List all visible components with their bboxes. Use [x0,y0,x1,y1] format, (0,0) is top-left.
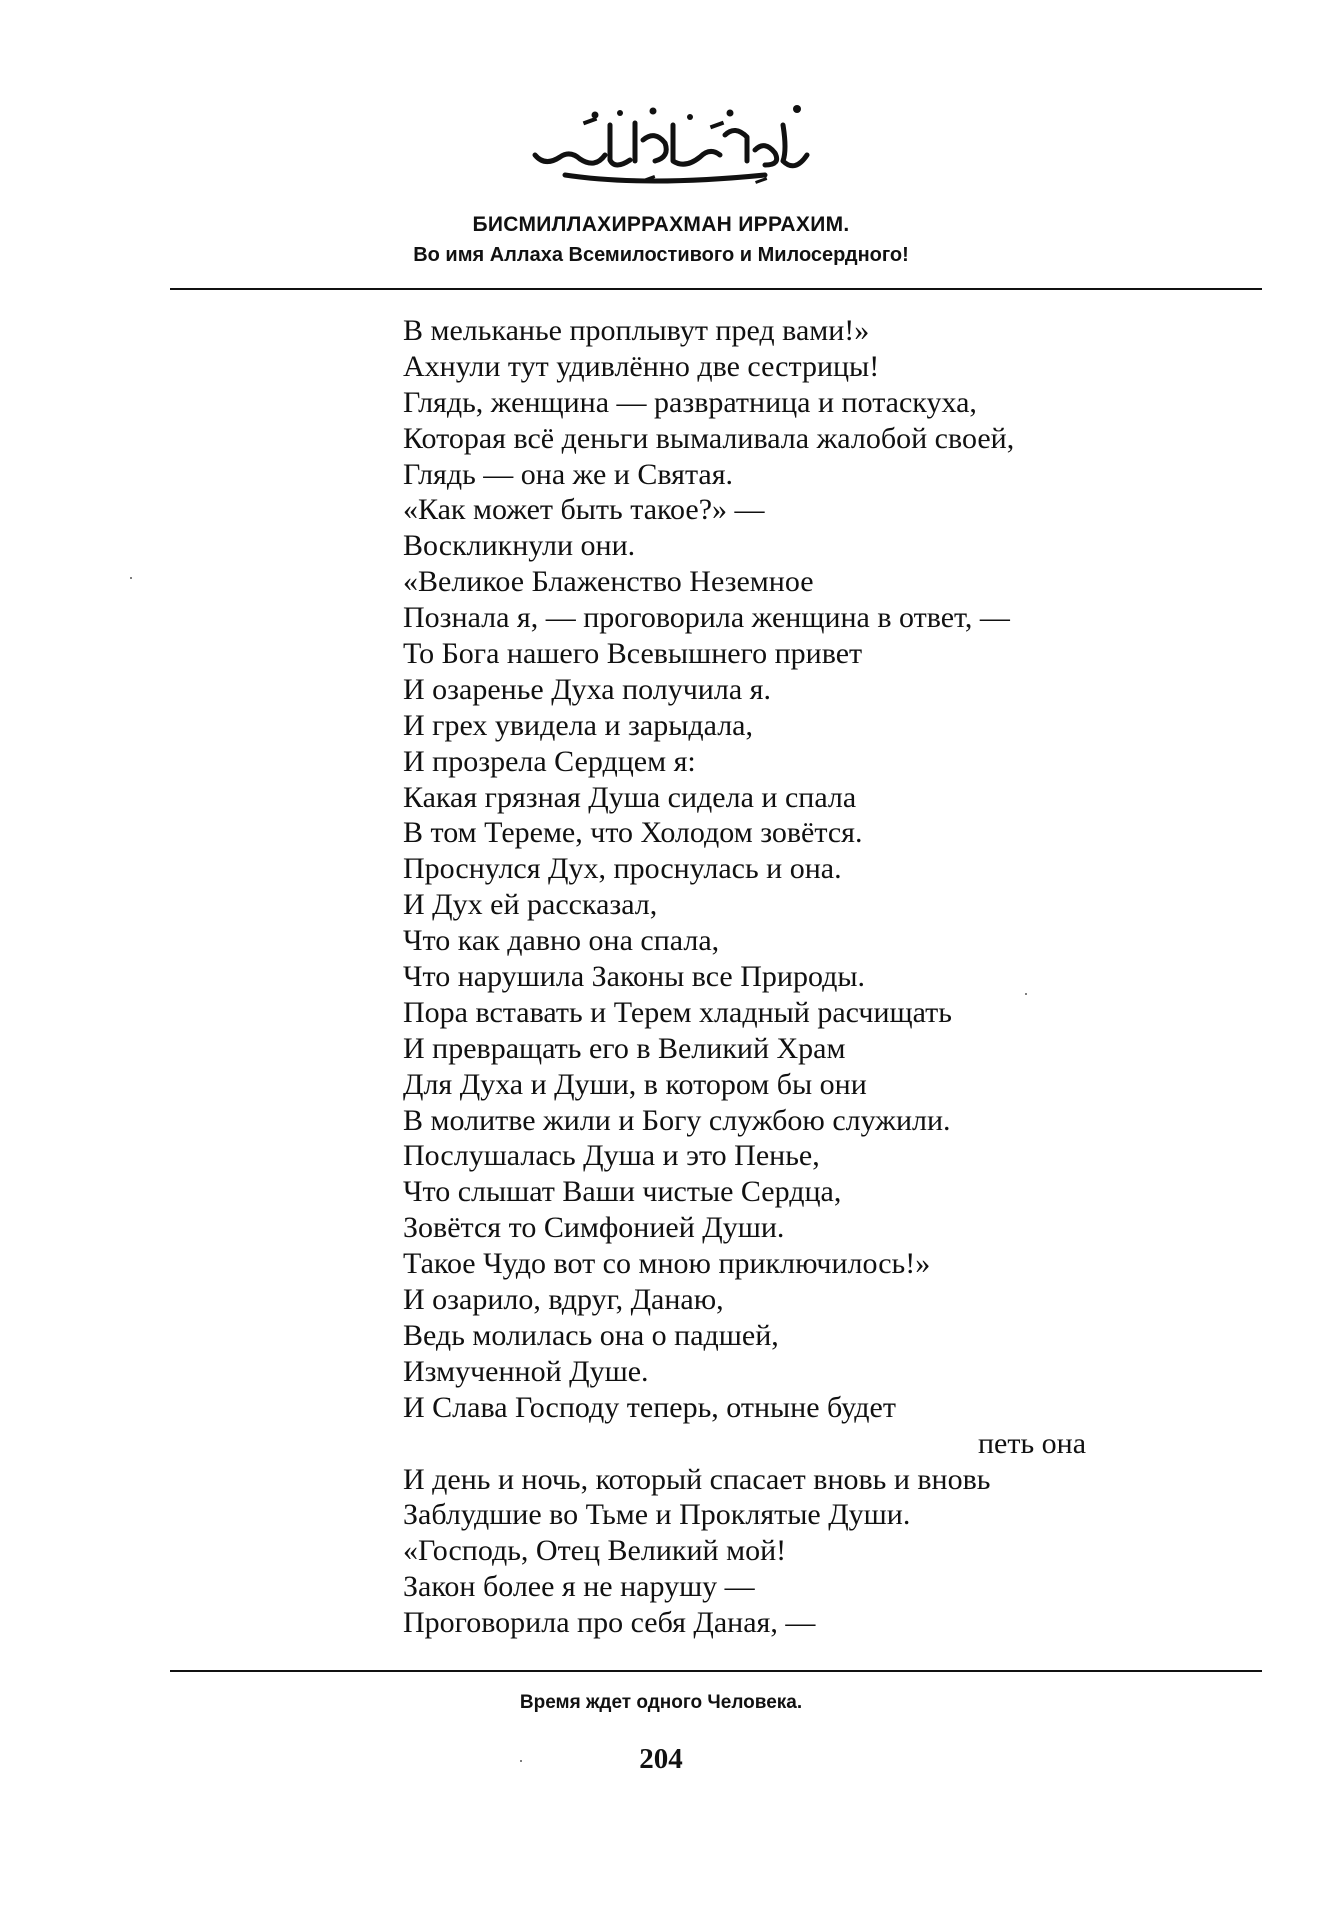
poem-line: Воскликнули они. [403,529,636,563]
poem-line: В том Тереме, что Холодом зовётся. [403,816,863,850]
poem-line: «Великое Блаженство Неземное [403,565,814,599]
poem-line: Познала я, — проговорила женщина в ответ, — [403,601,1010,635]
poem-line: Ахнули тут удивлённо две сестрицы! [403,349,880,383]
poem-line: Проснулся Дух, проснулась и она. [403,852,842,886]
poem-line: Для Духа и Души, в котором бы они [403,1067,867,1101]
poem-line: И день и ночь, который спасает вновь и вновь [403,1462,991,1496]
poem-line: Пора вставать и Терем хладный расчищать [403,995,952,1029]
poem-line: Послушалась Душа и это Пенье, [403,1139,820,1173]
poem-line-continuation: петь она [978,1426,1087,1460]
header-translation: Во имя Аллаха Всемилостивого и Милосердного! [413,244,909,266]
poem-line: Закон более я не нарушу — [403,1570,755,1604]
poem-line: Что слышат Ваши чистые Сердца, [403,1175,842,1209]
poem-line: Глядь, женщина — развратница и потаскуха, [403,385,977,419]
poem-line: И грех увидела и зарыдала, [403,708,753,742]
running-footer-title: Время ждет одного Человека. [519,1692,803,1713]
poem-line: И озарило, вдруг, Данаю, [403,1283,724,1317]
page-number: 204 [639,1743,683,1775]
poem-line: Зовётся то Симфонией Души. [403,1211,785,1245]
poem-line: Которая всё деньги вымаливала жалобой своей, [403,421,1015,455]
poem-line: И Дух ей рассказал, [403,888,658,922]
header-transliteration: БИСМИЛЛАХИРРАХМАН ИРРАХИМ. [472,213,850,236]
scan-speck [1025,993,1027,995]
poem-line: И Слава Господу теперь, отныне будет [403,1390,896,1424]
poem-line: Такое Чудо вот со мною приключилось!» [403,1247,931,1281]
poem-line: Какая грязная Душа сидела и спала [403,780,857,814]
poem-line: Глядь — она же и Святая. [403,457,734,491]
poem-line: В мельканье проплывут пред вами!» [403,314,870,347]
poem-line: «Господь, Отец Великий мой! [403,1534,787,1568]
bismillah-calligraphy [525,95,815,190]
poem-line: И превращать его в Великий Храм [403,1031,846,1065]
poem-line: То Бога нашего Всевышнего привет [403,637,863,671]
poem-line: Что как давно она спала, [403,924,720,958]
scan-speck [130,577,132,579]
poem-line: И прозрела Сердцем я: [403,744,696,778]
poem-line: Заблудшие во Тьме и Проклятые Души. [403,1498,911,1532]
top-divider [170,288,1262,290]
poem-body [403,313,1263,1641]
poem-line: Ведь молилась она о падшей, [403,1318,779,1352]
poem-line: Проговорила про себя Даная, — [403,1606,816,1640]
poem-line: «Как может быть такое?» — [403,493,765,527]
poem-line: В молитве жили и Богу службою служили. [403,1103,951,1137]
poem-line: И озаренье Духа получила я. [403,672,771,706]
poem-line: Измученной Душе. [403,1354,649,1388]
poem-line: Что нарушила Законы все Природы. [403,960,865,994]
scan-speck [520,1760,522,1762]
bottom-divider [170,1670,1262,1672]
